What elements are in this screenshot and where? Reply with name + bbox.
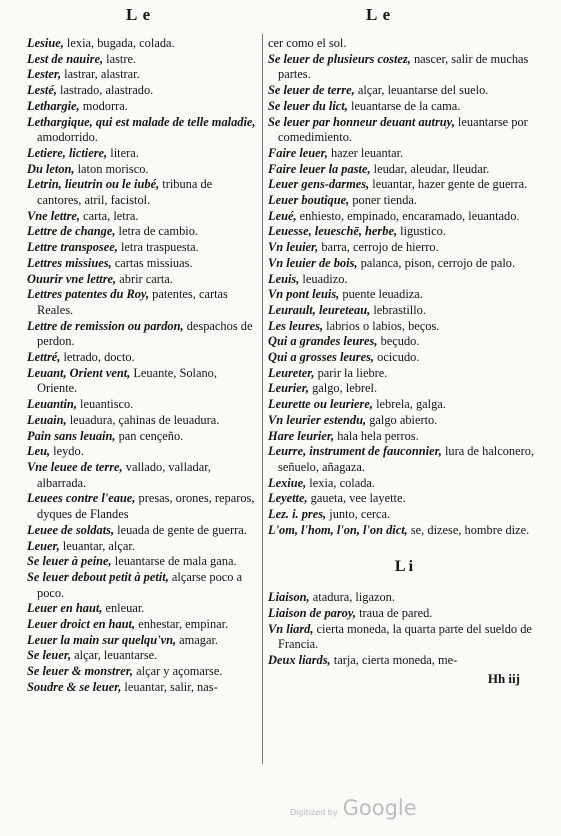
entry-headword: Lettres patentes du Roy,: [27, 287, 150, 302]
entry-translation: lastre.: [103, 51, 137, 66]
right-column-li-entries: [268, 590, 540, 669]
right-column-le-entries: [268, 36, 540, 539]
entry-headword: Lethargique, qui est malade de telle maladie,: [27, 114, 256, 129]
entry-translation: lexia, colada.: [306, 475, 376, 490]
dictionary-entry: [27, 539, 256, 555]
entry-headword: Se leuer & monstrer,: [27, 664, 134, 679]
entry-translation: lexia, bugada, colada.: [63, 36, 175, 50]
entry-translation: barra, cerrojo de hierro.: [318, 240, 439, 255]
dictionary-entry: [268, 36, 540, 52]
entry-headword: Se leuer,: [27, 648, 72, 663]
right-column: [268, 36, 540, 686]
dictionary-entry: [268, 590, 540, 606]
entry-headword: Faire leuer la paste,: [268, 161, 371, 176]
entry-translation: Leuante, Solano, Oriente.: [37, 365, 217, 396]
entry-translation: cer como el sol.: [268, 36, 347, 50]
entry-translation: alçar, leuantarse.: [71, 648, 158, 663]
entry-headword: Leuer,: [27, 538, 60, 553]
running-header-right: L e: [366, 5, 392, 24]
dictionary-entry: [268, 397, 540, 413]
entry-headword: Lethargie,: [27, 98, 80, 113]
dictionary-entry: [27, 52, 256, 68]
dictionary-entry: [27, 413, 256, 429]
entry-headword: Se leuer du lict,: [268, 98, 348, 113]
entry-headword: Qui a grosses leures,: [268, 350, 375, 365]
dictionary-entry: [268, 209, 540, 225]
entry-headword: Leuee de soldats,: [27, 522, 115, 537]
dictionary-entry: [268, 99, 540, 115]
entry-headword: Hare leurier,: [268, 428, 335, 443]
entry-translation: gaueta, vee layette.: [307, 491, 406, 506]
entry-headword: Letrin, lieutrin ou le iubé,: [27, 177, 160, 192]
entry-headword: Lester,: [27, 67, 62, 82]
dictionary-entry: [27, 99, 256, 115]
dictionary-entry: [27, 115, 256, 146]
entry-headword: Leuer droict en haut,: [27, 617, 136, 632]
entry-translation: labrios o labios, beços.: [323, 318, 440, 333]
entry-headword: Se leuer par honneur deuant autruy,: [268, 114, 455, 129]
dictionary-entry: [27, 240, 256, 256]
dictionary-entry: [27, 429, 256, 445]
dictionary-entry: [268, 491, 540, 507]
dictionary-entry: [27, 680, 256, 696]
entry-translation: amodorrido.: [37, 130, 98, 145]
dictionary-entry: [27, 350, 256, 366]
dictionary-entry: [27, 146, 256, 162]
column-divider: [262, 34, 263, 764]
dictionary-entry: [268, 444, 540, 475]
entry-translation: abrir carta.: [116, 271, 173, 286]
entry-headword: Letiere, lictiere,: [27, 145, 108, 160]
dictionary-entry: [27, 523, 256, 539]
entry-translation: hazer leuantar.: [327, 145, 404, 160]
entry-headword: Du leton,: [27, 161, 75, 176]
dictionary-entry: [268, 115, 540, 146]
dictionary-entry: [27, 272, 256, 288]
entry-translation: cartas missiuas.: [111, 255, 193, 270]
dictionary-entry: [268, 240, 540, 256]
dictionary-entry: [27, 177, 256, 208]
section-heading: L i: [394, 557, 414, 575]
entry-translation: atadura, ligazon.: [309, 590, 395, 605]
entry-headword: Leuees contre l'eaue,: [27, 491, 136, 506]
entry-headword: Soudre & se leuer,: [27, 679, 122, 694]
entry-headword: Se leuer de plusieurs costez,: [268, 51, 411, 66]
dictionary-entry: [268, 177, 540, 193]
entry-headword: Se leuer debout petit à petit,: [27, 569, 169, 584]
entry-headword: Lettré,: [27, 350, 61, 365]
entry-translation: leuantisco.: [76, 397, 134, 412]
dictionary-entry: [27, 366, 256, 397]
entry-headword: Se leuer de terre,: [268, 83, 355, 98]
entry-headword: Leureter,: [268, 365, 315, 380]
dictionary-entry: [268, 381, 540, 397]
dictionary-entry: [27, 570, 256, 601]
entry-translation: letrado, docto.: [60, 350, 135, 365]
entry-translation: galgo, lebrel.: [308, 381, 378, 396]
digitized-label: Digitized by: [290, 808, 338, 817]
dictionary-entry: [27, 83, 256, 99]
entry-translation: galgo abierto.: [366, 412, 438, 427]
entry-headword: Se leuer à peine,: [27, 554, 112, 569]
entry-translation: leuantarse por comedimiento.: [278, 114, 528, 145]
entry-headword: Liaison de paroy,: [268, 605, 356, 620]
dictionary-entry: [268, 350, 540, 366]
entry-headword: Leuis,: [268, 271, 300, 286]
entry-translation: letra traspuesta.: [117, 240, 199, 255]
dictionary-entry: [268, 83, 540, 99]
entry-headword: Lettre transposee,: [27, 240, 118, 255]
dictionary-entry: [27, 444, 256, 460]
entry-headword: Vn leurier estendu,: [268, 412, 367, 427]
entry-translation: alçarse poco a poco.: [37, 569, 243, 600]
dictionary-entry: [27, 664, 256, 680]
dictionary-entry: [268, 52, 540, 83]
dictionary-entry: [27, 617, 256, 633]
dictionary-entry: [27, 224, 256, 240]
entry-translation: alçar y açomarse.: [133, 664, 223, 679]
dictionary-entry: [27, 460, 256, 491]
dictionary-entry: [268, 193, 540, 209]
entry-translation: lebrela, galga.: [372, 397, 446, 412]
entry-translation: nascer, salir de muchas partes.: [278, 51, 529, 82]
entry-headword: Lettre de change,: [27, 224, 116, 239]
dictionary-entry: [268, 366, 540, 382]
entry-headword: L'om, l'hom, l'on, l'on dict,: [268, 522, 408, 537]
entry-headword: Les leures,: [268, 318, 324, 333]
entry-translation: leuadura, çahinas de leuadura.: [66, 412, 220, 427]
dictionary-entry: [27, 648, 256, 664]
entry-headword: Vne lettre,: [27, 208, 80, 223]
entry-headword: Ouurir vne lettre,: [27, 271, 117, 286]
dictionary-entry: [268, 507, 540, 523]
entry-headword: Leyette,: [268, 491, 308, 506]
entry-translation: beçudo.: [377, 334, 420, 349]
running-header-left: L e: [126, 5, 152, 24]
entry-headword: Pain sans leuain,: [27, 428, 116, 443]
entry-translation: leudar, aleudar, lleudar.: [370, 161, 490, 176]
entry-headword: Lettre de remission ou pardon,: [27, 318, 184, 333]
dictionary-entry: [27, 287, 256, 318]
entry-translation: pan cençeño.: [115, 428, 184, 443]
entry-translation: enleuar.: [102, 601, 145, 616]
dictionary-entry: [268, 224, 540, 240]
entry-translation: vallado, valladar, albarrada.: [37, 459, 211, 490]
entry-translation: ligustico.: [397, 224, 446, 239]
entry-headword: Leurre, instrument de fauconnier,: [268, 444, 442, 459]
dictionary-entry: [27, 256, 256, 272]
entry-headword: Deux liards,: [268, 653, 331, 668]
entry-headword: Vn leuier,: [268, 240, 319, 255]
dictionary-entry: [27, 319, 256, 350]
dictionary-entry: [27, 554, 256, 570]
entry-translation: palanca, pison, cerrojo de palo.: [357, 255, 516, 270]
dictionary-entry: [27, 601, 256, 617]
entry-headword: Leuer en haut,: [27, 601, 103, 616]
entry-translation: ocicudo.: [374, 350, 420, 365]
entry-headword: Qui a grandes leures,: [268, 334, 378, 349]
entry-translation: litera.: [107, 145, 139, 160]
dictionary-entry: [268, 653, 540, 669]
entry-translation: lebrastillo.: [370, 302, 426, 317]
dictionary-entry: [27, 209, 256, 225]
entry-headword: Leuantin,: [27, 397, 77, 412]
entry-translation: cierta moneda, la quarta parte del sueldo de Francia.: [278, 621, 532, 652]
entry-translation: enhestar, empinar.: [135, 617, 229, 632]
entry-headword: Vn liard,: [268, 621, 314, 636]
entry-translation: enhiesto, empinado, encaramado, leuantado.: [296, 208, 520, 223]
entry-headword: Lesiue,: [27, 36, 64, 50]
entry-translation: patentes, cartas Reales.: [37, 287, 228, 317]
entry-headword: Leurier,: [268, 381, 309, 396]
dictionary-entry: [268, 476, 540, 492]
entry-headword: Leuer boutique,: [268, 193, 350, 208]
entry-headword: Leuesse, leueschē, herbe,: [268, 224, 398, 239]
dictionary-entry: [27, 633, 256, 649]
entry-translation: puente leuadiza.: [339, 287, 423, 302]
dictionary-entry: [27, 36, 256, 52]
dictionary-entry: [268, 303, 540, 319]
entry-headword: Lexiue,: [268, 475, 307, 490]
dictionary-entry: [268, 146, 540, 162]
entry-translation: parir la liebre.: [314, 365, 388, 380]
entry-headword: Leuer la main sur quelqu'vn,: [27, 632, 177, 647]
entry-translation: leuantar, hazer gente de guerra.: [369, 177, 528, 192]
entry-headword: Leu,: [27, 444, 51, 459]
entry-headword: Vn leuier de bois,: [268, 255, 358, 270]
dictionary-entry: [268, 256, 540, 272]
entry-translation: presas, orones, reparos, dyques de Flandes: [37, 491, 255, 522]
entry-translation: carta, letra.: [80, 208, 139, 223]
dictionary-entry: [27, 162, 256, 178]
entry-translation: modorra.: [79, 98, 128, 113]
entry-headword: Vn pont leuis,: [268, 287, 340, 302]
dictionary-entry: [27, 491, 256, 522]
entry-translation: leuantarse de mala gana.: [111, 554, 237, 569]
entry-translation: leuadizo.: [299, 271, 348, 286]
entry-translation: hala hela perros.: [334, 428, 419, 443]
entry-translation: laton morisco.: [74, 161, 149, 176]
entry-translation: se, dizese, hombre dize.: [407, 522, 530, 537]
entry-headword: Lesté,: [27, 83, 57, 98]
entry-translation: lastrado, alastrado.: [56, 83, 154, 98]
entry-translation: leuantarse de la cama.: [347, 98, 461, 113]
entry-translation: leuada de gente de guerra.: [114, 522, 247, 537]
dictionary-entry: [27, 397, 256, 413]
google-logo: Google: [342, 796, 417, 820]
entry-headword: Leuain,: [27, 412, 67, 427]
entry-headword: Lettres missiues,: [27, 255, 112, 270]
dictionary-entry: [268, 606, 540, 622]
entry-translation: lura de halconero, señuelo, añagaza.: [278, 444, 535, 474]
dictionary-entry: [268, 413, 540, 429]
entry-translation: leydo.: [50, 444, 84, 459]
dictionary-entry: [268, 622, 540, 653]
entry-translation: despachos de perdon.: [37, 318, 253, 349]
dictionary-entry: [268, 162, 540, 178]
dictionary-entry: [27, 67, 256, 83]
entry-headword: Lest de nauire,: [27, 51, 104, 66]
entry-headword: Leuant, Orient vent,: [27, 365, 131, 380]
dictionary-entry: [268, 523, 540, 539]
entry-headword: Lez. i. pres,: [268, 507, 327, 522]
dictionary-entry: [268, 429, 540, 445]
entry-translation: traua de pared.: [356, 605, 433, 620]
signature-mark: Hh iij: [487, 670, 520, 686]
entry-translation: amagar.: [176, 632, 219, 647]
dictionary-entry: [268, 287, 540, 303]
entry-headword: Faire leuer,: [268, 145, 328, 160]
entry-translation: leuantar, alçar.: [59, 538, 135, 553]
entry-translation: tribuna de cantores, atril, facistol.: [37, 177, 213, 208]
entry-translation: letra de cambio.: [115, 224, 199, 239]
entry-headword: Leuer gens-darmes,: [268, 177, 370, 192]
entry-translation: tarja, cierta moneda, me-: [330, 653, 458, 668]
entry-translation: lastrar, alastrar.: [61, 67, 140, 82]
entry-headword: Vne leuee de terre,: [27, 459, 123, 474]
dictionary-entry: [268, 334, 540, 350]
dictionary-entry: [268, 319, 540, 335]
digitized-watermark: [290, 796, 417, 820]
entry-headword: Leurette ou leuriere,: [268, 397, 373, 412]
entry-translation: junto, cerca.: [326, 507, 391, 522]
entry-translation: alçar, leuantarse del suelo.: [354, 83, 489, 98]
entry-headword: Leurault, leureteau,: [268, 302, 371, 317]
dictionary-entry: [268, 272, 540, 288]
left-column: [27, 36, 256, 696]
entry-headword: Leué,: [268, 208, 297, 223]
entry-translation: leuantar, salir, nas-: [121, 679, 218, 694]
entry-translation: poner tienda.: [349, 193, 418, 208]
entry-headword: Liaison,: [268, 590, 310, 605]
